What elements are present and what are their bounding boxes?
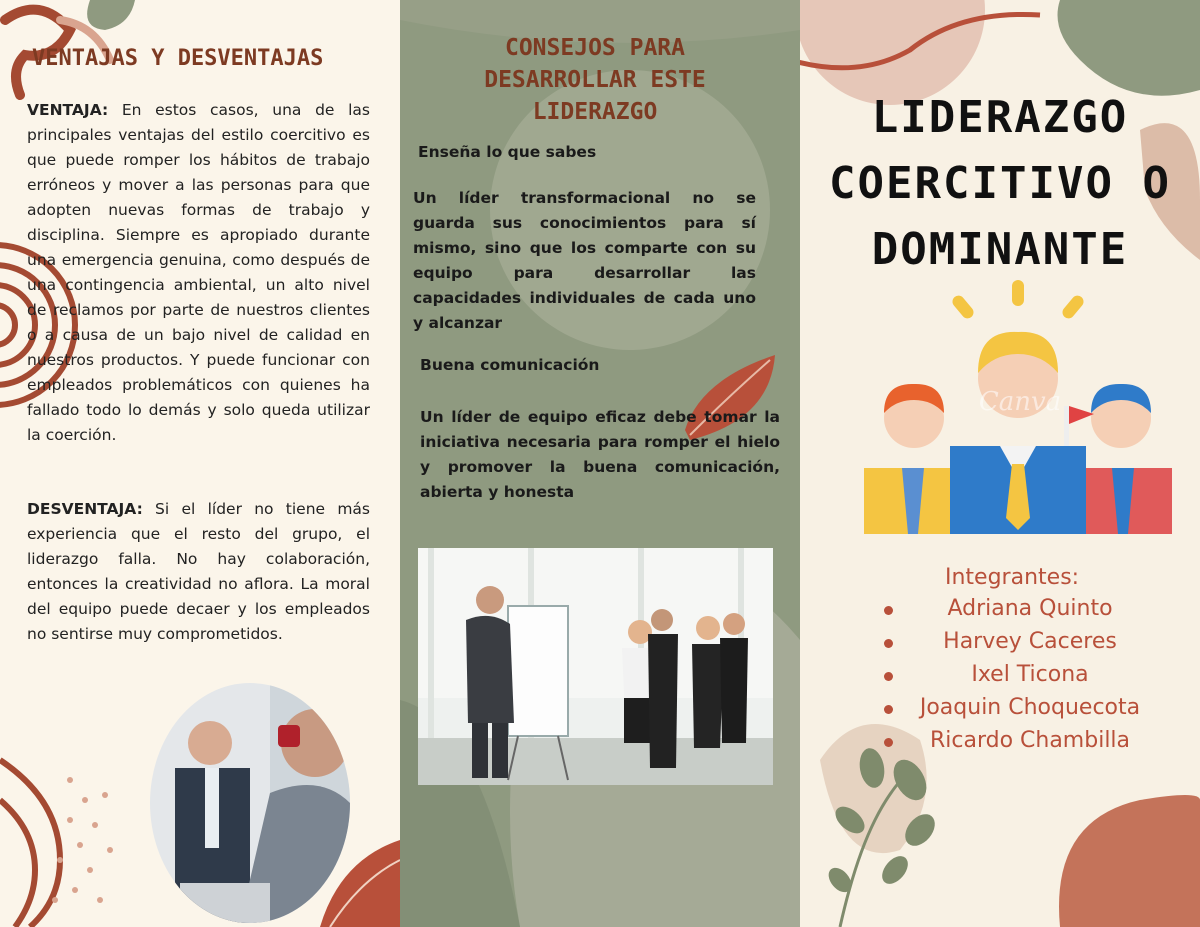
ventaja-label: VENTAJA: xyxy=(27,101,109,119)
consejos-heading-line-1: CONSEJOS PARA xyxy=(504,35,685,61)
tip-2-subtitle: Buena comunicación xyxy=(420,356,600,374)
desventaja-label: DESVENTAJA: xyxy=(27,500,143,518)
member-item: Ricardo Chambilla xyxy=(929,728,1131,753)
main-title-line-3: DOMINANTE xyxy=(871,224,1129,275)
team-meeting-photo xyxy=(418,548,773,785)
member-item: Adriana Quinto xyxy=(947,596,1113,621)
member-item: Ixel Ticona xyxy=(971,662,1089,687)
canva-watermark: Canva xyxy=(978,387,1062,417)
desventaja-text: Si el líder no tiene más experiencia que el resto del grupo, el liderazgo falla. No hay colaboración, entonces la creatividad no aflora. La moral del equipo puede decaer y los empleados no sentirse muy comprometidos. xyxy=(27,500,370,643)
main-title xyxy=(800,85,1200,283)
consejos-heading-line-3: LIDERAZGO xyxy=(532,99,658,125)
main-title-line-2: COERCITIVO O xyxy=(829,158,1171,209)
member-item: Harvey Caceres xyxy=(943,629,1117,654)
desventaja-paragraph xyxy=(27,497,370,647)
consejos-heading-line-2: DESARROLLAR ESTE xyxy=(484,67,706,93)
tip-2-paragraph: Un líder de equipo eficaz debe tomar la iniciativa necesaria para romper el hielo y promover la buena comunicación, abierta y honesta xyxy=(420,408,780,501)
panel-portada xyxy=(800,0,1200,927)
main-title-line-1: LIDERAZGO xyxy=(871,92,1129,143)
member-bullet xyxy=(884,672,893,681)
member-bullet xyxy=(884,639,893,648)
members-label: Integrantes: xyxy=(945,565,1080,590)
member-item: Joaquin Choquecota xyxy=(919,695,1141,720)
members-list xyxy=(800,596,1200,766)
ventajas-heading: VENTAJAS Y DESVENTAJAS xyxy=(32,46,324,71)
member-bullet xyxy=(884,738,893,747)
panel-consejos xyxy=(400,0,800,927)
ventaja-paragraph xyxy=(27,98,370,448)
ventaja-text: En estos casos, una de las principales ventajas del estilo coercitivo es que puede romper los hábitos de trabajo erróneos y mover a las personas para que adopten nuevas formas de trabajo y disciplina. Siempre es apropiado durante una emergencia genuina, como después de una contingencia ambiental, un alto nivel de reclamos por parte de nuestros clientes o a causa de un bajo nivel de calidad en nuestros productos. Y puede funcionar con empleados problemáticos con quienes ha fallado todo lo demás y solo queda utilizar la coerción. xyxy=(27,101,370,444)
member-bullet xyxy=(884,705,893,714)
member-bullet xyxy=(884,606,893,615)
leaders-illustration xyxy=(862,278,1172,534)
consejos-heading xyxy=(400,32,790,128)
stressed-manager-photo xyxy=(150,683,350,923)
tip-1-paragraph: Un líder transformacional no se guarda sus conocimientos para sí mismo, sino que los comparte con su equipo para desarrollar las capacidades individuales de cada uno y alcanzar xyxy=(413,189,756,332)
tip-1-subtitle: Enseña lo que sabes xyxy=(418,143,597,161)
panel-ventajas xyxy=(0,0,400,927)
